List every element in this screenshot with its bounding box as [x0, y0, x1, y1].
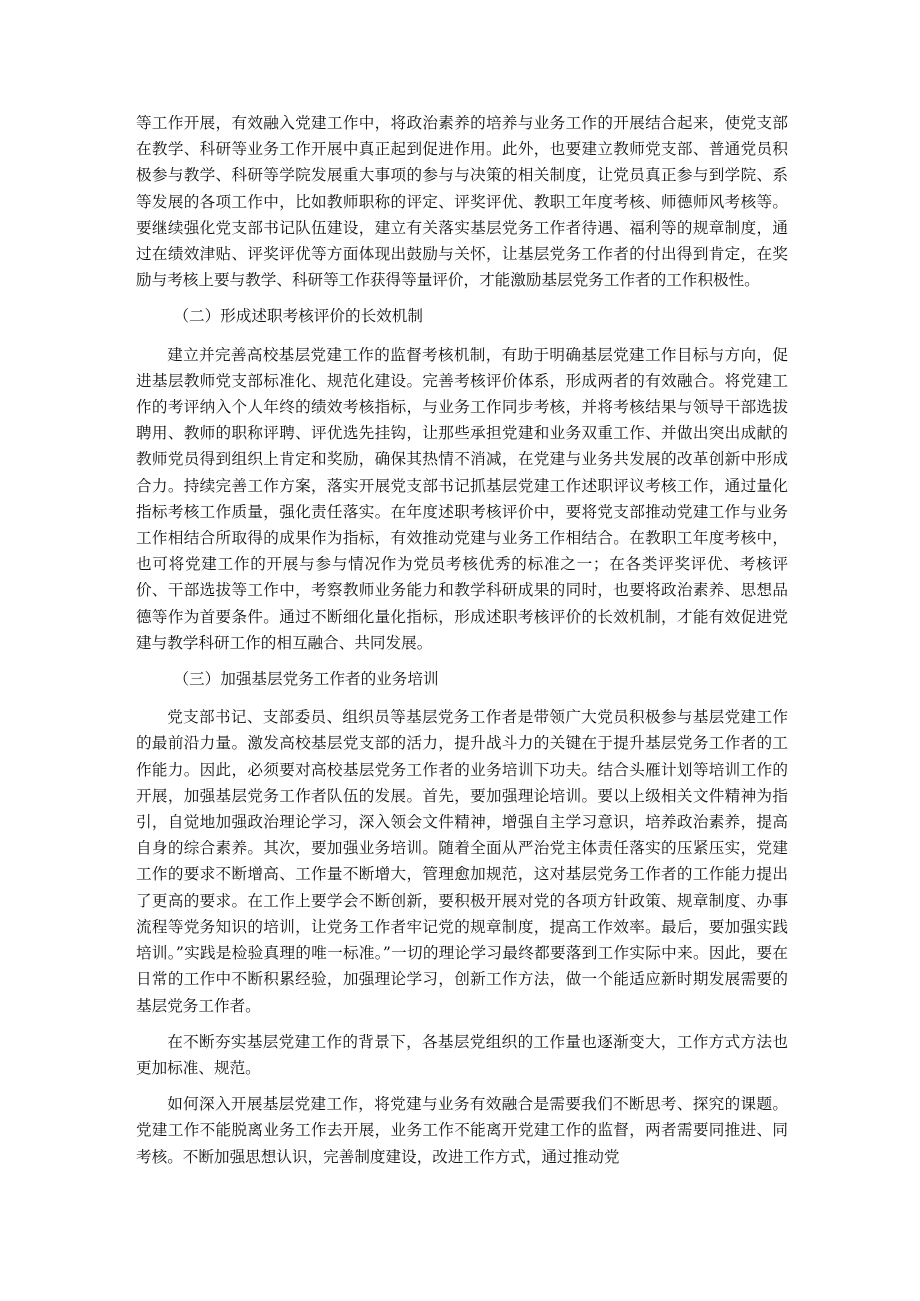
document-page [136, 110, 788, 1180]
body-paragraph: 等工作开展，有效融入党建工作中，将政治素养的培养与业务工作的开展结合起来，使党支部在教学、科研等业务工作开展中真正起到促进作用。此外，也要建立教师党支部、普通党员积极参与教学、科研等学院发展重大事项的参与与决策的相关制度，让党员真正参与到学院、系等发展的各项工作中，比如教师职称的评定、评奖评优、教职工年度考核、师德师风考核等。要继续强化党支部书记队伍建设，建立有关落实基层党务工作者待遇、福利等的规章制度，通过在绩效津贴、评奖评优等方面体现出鼓励与关怀，让基层党务工作者的付出得到肯定，在奖励与考核上要与教学、科研等工作获得等量评价，才能激励基层党务工作者的工作积极性。 [136, 114, 788, 290]
body-paragraph: 建立并完善高校基层党建工作的监督考核机制，有助于明确基层党建工作目标与方向，促进基层教师党支部标准化、规范化建设。完善考核评价体系，形成两者的有效融合。将党建工作的考评纳入个人年终的绩效考核指标，与业务工作同步考核，并将考核结果与领导干部选拔聘用、教师的职称评聘、评优选先挂钩，让那些承担党建和业务双重工作、并做出突出成献的教师党员得到组织上肯定和奖励，确保其热情不消减，在党建与业务共发展的改革创新中形成合力。持续完善工作方案，落实开展党支部书记抓基层党建工作述职评议考核工作，通过量化指标考核工作质量，强化责任落实。在年度述职考核评价中，要将党支部推动党建工作与业务工作相结合所取得的成果作为指标，有效推动党建与业务工作相结合。在教职工年度考核中，也可将党建工作的开展与参与情况作为党员考核优秀的标准之一；在各类评奖评优、考核评价、干部选拔等工作中，考察教师业务能力和教学科研成果的同时，也要将政治素养、思想品德等作为首要条件。通过不断细化量化指标，形成述职考核评价的长效机制，才能有效促进党建与教学科研工作的相互融合、共同发展。 [136, 345, 788, 652]
body-paragraph: 如何深入开展基层党建工作，将党建与业务有效融合是需要我们不断思考、探究的课题。党建工作不能脱离业务工作去开展，业务工作不能离开党建工作的监督，两者需要同推进、同考核。不断加强思想认识，完善制度建设，改进工作方式，通过推动党 [136, 1095, 788, 1166]
body-paragraph: 在不断夯实基层党建工作的背景下，各基层党组织的工作量也逐渐变大，工作方式方法也更加标准、规范。 [136, 1032, 788, 1077]
section-heading: （二）形成述职考核评价的长效机制 [173, 307, 423, 326]
section-heading: （三）加强基层党务工作者的业务培训 [173, 670, 439, 689]
body-paragraph: 党支部书记、支部委员、组织员等基层党务工作者是带领广大党员积极参与基层党建工作的最前沿力量。激发高校基层党支部的活力，提升战斗力的关键在于提升基层党务工作者的工作能力。因此，必须要对高校基层党务工作者的业务培训下功夫。结合头雁计划等培训工作的开展，加强基层党务工作者队伍的发展。首先，要加强理论培训。要以上级相关文件精神为指引，自觉地加强政治理论学习，深入领会文件精神，增强自主学习意识，培养政治素养，提高自身的综合素养。其次，要加强业务培训。随着全面从严治党主体责任落实的压紧压实，党建工作的要求不断增高、工作量不断增大，管理愈加规范，这对基层党务工作者的工作能力提出了更高的要求。在工作上要学会不断创新，要积极开展对党的各项方针政策、规章制度、办事流程等党务知识的培训，让党务工作者牢记党的规章制度，提高工作效率。最后，要加强实践培训。”实践是检验真理的唯一标准。”一切的理论学习最终都要落到工作实际中来。因此，要在日常的工作中不断积累经验，加强理论学习，创新工作方法，做一个能适应新时期发展需要的基层党务工作者。 [136, 708, 788, 1015]
